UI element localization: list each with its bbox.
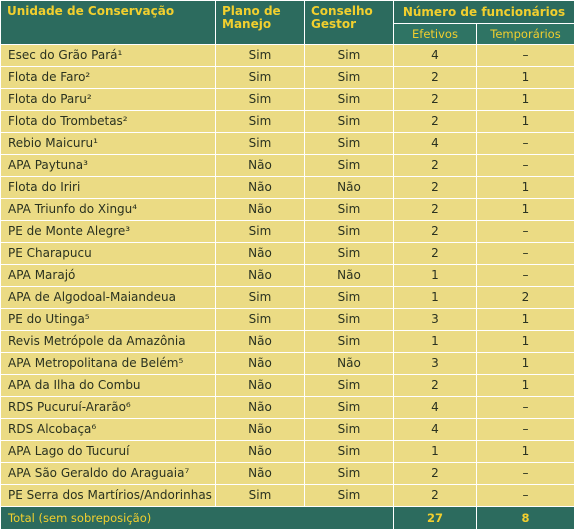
header-management-council — [305, 1, 394, 45]
table-row — [1, 221, 574, 243]
header-unit-name: Unidade de Conservação — [1, 1, 216, 45]
cell-unit-name: APA de Algodoal-Maiandeua — [1, 287, 216, 309]
header-permanent: Efetivos — [394, 24, 477, 45]
cell-management-council: Não — [305, 265, 394, 287]
cell-temporary: 1 — [477, 353, 574, 375]
cell-permanent: 2 — [394, 111, 477, 133]
cell-unit-name: PE Serra dos Martírios/Andorinhas — [1, 485, 216, 507]
cell-permanent: 3 — [394, 353, 477, 375]
table-row — [1, 111, 574, 133]
cell-management-plan: Sim — [216, 89, 305, 111]
cell-temporary: 1 — [477, 331, 574, 353]
table-row — [1, 331, 574, 353]
table-row — [1, 199, 574, 221]
cell-unit-name: PE Charapucu — [1, 243, 216, 265]
cell-management-council: Sim — [305, 375, 394, 397]
table-row — [1, 375, 574, 397]
cell-management-council: Não — [305, 177, 394, 199]
cell-unit-name: PE do Utinga⁵ — [1, 309, 216, 331]
cell-management-plan: Não — [216, 375, 305, 397]
cell-unit-name: RDS Alcobaça⁶ — [1, 419, 216, 441]
cell-permanent: 4 — [394, 133, 477, 155]
cell-management-plan: Sim — [216, 45, 305, 67]
cell-management-plan: Não — [216, 463, 305, 485]
cell-temporary: 1 — [477, 441, 574, 463]
cell-management-plan: Não — [216, 243, 305, 265]
cell-permanent: 2 — [394, 221, 477, 243]
cell-unit-name: Rebio Maicuru¹ — [1, 133, 216, 155]
cell-unit-name: Flota do Trombetas² — [1, 111, 216, 133]
cell-temporary: 1 — [477, 199, 574, 221]
cell-permanent: 2 — [394, 485, 477, 507]
cell-management-council: Sim — [305, 287, 394, 309]
table-row — [1, 441, 574, 463]
total-label: Total (sem sobreposição) — [1, 507, 394, 530]
cell-temporary: – — [477, 243, 574, 265]
cell-temporary: – — [477, 221, 574, 243]
cell-permanent: 2 — [394, 67, 477, 89]
table-footer — [1, 507, 574, 530]
table-row — [1, 265, 574, 287]
cell-permanent: 2 — [394, 155, 477, 177]
cell-unit-name: APA Triunfo do Xingu⁴ — [1, 199, 216, 221]
header-management-plan — [216, 1, 305, 45]
cell-permanent: 2 — [394, 243, 477, 265]
total-permanent: 27 — [394, 507, 477, 530]
cell-permanent: 2 — [394, 375, 477, 397]
cell-management-plan: Não — [216, 353, 305, 375]
cell-temporary: – — [477, 419, 574, 441]
table-row — [1, 45, 574, 67]
cell-management-plan: Não — [216, 441, 305, 463]
cell-unit-name: APA São Geraldo do Araguaia⁷ — [1, 463, 216, 485]
cell-management-plan: Sim — [216, 133, 305, 155]
table-row — [1, 309, 574, 331]
total-row — [1, 507, 574, 530]
table-row — [1, 67, 574, 89]
cell-temporary: 1 — [477, 309, 574, 331]
table-row — [1, 287, 574, 309]
cell-unit-name: APA Marajó — [1, 265, 216, 287]
cell-management-council: Sim — [305, 221, 394, 243]
cell-temporary: 2 — [477, 287, 574, 309]
cell-management-council: Sim — [305, 155, 394, 177]
cell-permanent: 2 — [394, 199, 477, 221]
cell-temporary: – — [477, 265, 574, 287]
cell-permanent: 4 — [394, 397, 477, 419]
cell-management-council: Sim — [305, 419, 394, 441]
cell-permanent: 1 — [394, 265, 477, 287]
cell-temporary: 1 — [477, 89, 574, 111]
table-header — [1, 1, 574, 45]
table-row — [1, 485, 574, 507]
cell-temporary: – — [477, 485, 574, 507]
cell-temporary: 1 — [477, 375, 574, 397]
cell-permanent: 4 — [394, 419, 477, 441]
cell-management-council: Sim — [305, 463, 394, 485]
cell-management-council: Sim — [305, 243, 394, 265]
cell-permanent: 1 — [394, 287, 477, 309]
cell-management-plan: Sim — [216, 111, 305, 133]
cell-management-plan: Sim — [216, 67, 305, 89]
table-row — [1, 155, 574, 177]
cell-management-council: Sim — [305, 89, 394, 111]
cell-management-plan: Não — [216, 419, 305, 441]
cell-unit-name: APA da Ilha do Combu — [1, 375, 216, 397]
table-row — [1, 419, 574, 441]
cell-management-council: Sim — [305, 67, 394, 89]
cell-management-plan: Sim — [216, 309, 305, 331]
cell-management-council: Sim — [305, 441, 394, 463]
header-management-plan-label: Plano de Manejo — [222, 4, 281, 31]
cell-permanent: 2 — [394, 463, 477, 485]
cell-permanent: 1 — [394, 331, 477, 353]
cell-temporary: – — [477, 397, 574, 419]
total-temporary: 8 — [477, 507, 574, 530]
cell-management-council: Sim — [305, 397, 394, 419]
cell-permanent: 2 — [394, 177, 477, 199]
cell-management-plan: Não — [216, 397, 305, 419]
table-body — [1, 45, 574, 507]
cell-temporary: – — [477, 133, 574, 155]
cell-temporary: 1 — [477, 111, 574, 133]
cell-unit-name: Flota de Faro² — [1, 67, 216, 89]
table-row — [1, 133, 574, 155]
table-row — [1, 89, 574, 111]
cell-unit-name: Flota do Iriri — [1, 177, 216, 199]
cell-management-council: Sim — [305, 133, 394, 155]
cell-unit-name: Esec do Grão Pará¹ — [1, 45, 216, 67]
cell-management-plan: Não — [216, 155, 305, 177]
cell-management-council: Sim — [305, 331, 394, 353]
cell-temporary: 1 — [477, 177, 574, 199]
cell-permanent: 4 — [394, 45, 477, 67]
cell-temporary: – — [477, 155, 574, 177]
cell-management-plan: Não — [216, 199, 305, 221]
cell-management-council: Sim — [305, 45, 394, 67]
cell-temporary: 1 — [477, 67, 574, 89]
cell-management-plan: Não — [216, 265, 305, 287]
cell-temporary: – — [477, 463, 574, 485]
cell-management-council: Sim — [305, 199, 394, 221]
cell-management-plan: Não — [216, 331, 305, 353]
header-temporary: Temporários — [477, 24, 574, 45]
cell-management-plan: Não — [216, 177, 305, 199]
cell-unit-name: APA Paytuna³ — [1, 155, 216, 177]
cell-management-council: Não — [305, 353, 394, 375]
cell-management-plan: Sim — [216, 221, 305, 243]
cell-management-council: Sim — [305, 485, 394, 507]
cell-permanent: 3 — [394, 309, 477, 331]
cell-unit-name: Revis Metrópole da Amazônia — [1, 331, 216, 353]
cell-management-plan: Sim — [216, 485, 305, 507]
table-row — [1, 243, 574, 265]
cell-unit-name: RDS Pucuruí-Ararão⁶ — [1, 397, 216, 419]
table-row — [1, 353, 574, 375]
cell-unit-name: PE de Monte Alegre³ — [1, 221, 216, 243]
cell-unit-name: APA Metropolitana de Belém⁵ — [1, 353, 216, 375]
header-management-council-label: Conselho Gestor — [311, 4, 373, 31]
cell-temporary: – — [477, 45, 574, 67]
cell-management-council: Sim — [305, 309, 394, 331]
cell-permanent: 1 — [394, 441, 477, 463]
cell-management-plan: Sim — [216, 287, 305, 309]
cell-permanent: 2 — [394, 89, 477, 111]
cell-unit-name: Flota do Paru² — [1, 89, 216, 111]
table-row — [1, 463, 574, 485]
table-row — [1, 397, 574, 419]
table-row — [1, 177, 574, 199]
cell-management-council: Sim — [305, 111, 394, 133]
cell-unit-name: APA Lago do Tucuruí — [1, 441, 216, 463]
header-staff-count-group: Número de funcionários — [394, 1, 574, 24]
